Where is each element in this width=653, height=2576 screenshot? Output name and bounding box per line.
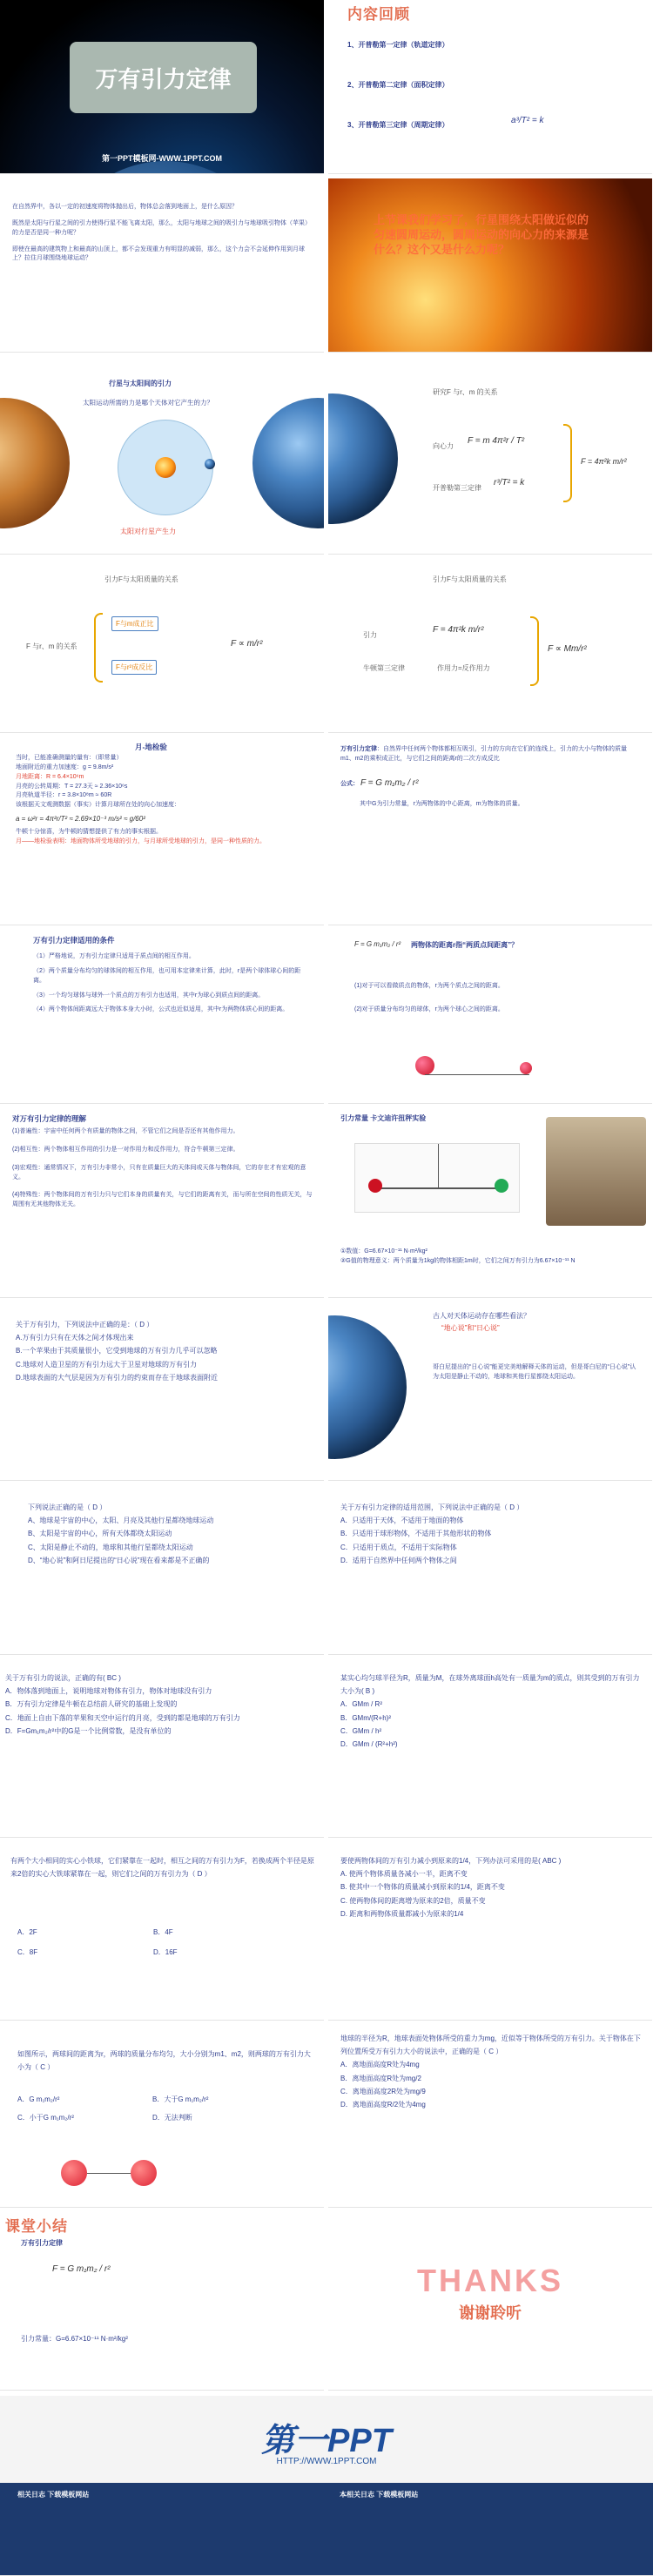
footer-url[interactable]: HTTP://WWW.1PPT.COM — [276, 2457, 377, 2466]
law-formula: F = G m₁m₂ / r² — [360, 777, 419, 788]
distance-line — [425, 1074, 529, 1075]
slide-sun[interactable] — [328, 178, 652, 353]
portrait-image — [546, 1117, 646, 1226]
newton3-text: 作用力=反作用力 — [437, 664, 490, 672]
slide-review[interactable] — [328, 0, 652, 174]
understanding-item: (2)相互性：两个物体相互作用的引力是一对作用力和反作用力，符合牛顿第三定律。 — [12, 1146, 239, 1153]
quiz-question: 关于万有引力的说法，正确的有( BC ) — [5, 1674, 121, 1682]
planet-icon — [205, 459, 215, 469]
quiz-option: A. 使两个物体质量各减小一半，距离不变 — [340, 1870, 468, 1879]
brace — [94, 613, 103, 683]
slide-quiz-6[interactable] — [0, 1842, 324, 2021]
quiz-option: C. 使两物体间的距离增为原来的2倍，质量不变 — [340, 1896, 486, 1905]
quiz-option: A．物体落到地面上，说明地球对物体有引力，物体对地球没有引力 — [5, 1687, 212, 1696]
footer-col1: 相关日志 下载模板网站 — [17, 2491, 90, 2499]
torsion-balance-diagram — [354, 1143, 520, 1213]
formula-label: 公式： — [340, 780, 359, 787]
cavendish-title: 引力常量 卡文迪许扭秤实验 — [340, 1114, 427, 1122]
slide-moon-earth-test[interactable] — [0, 738, 324, 925]
kepler3-formula: r³/T² = k — [494, 478, 525, 488]
quiz-option: B．GMm/(R+h)² — [340, 1713, 391, 1722]
distance-head: 两物体的距离r指“两质点间距离”？ — [411, 941, 519, 949]
question-3: 即使在最高的建筑物上和最高的山顶上，都不会发现重力有明显的减弱，那么，这个力会不会延伸作用到月球上？拉住月球围绕地球运动？ — [12, 245, 305, 262]
relation-result: F ∝ Mm/r² — [548, 644, 587, 654]
footer-banner[interactable] — [0, 2396, 653, 2576]
venus-image — [0, 398, 70, 528]
earth-image — [328, 393, 398, 524]
slide-quiz-4[interactable] — [0, 1659, 324, 1838]
test-equation: a = ω²r = 4π²r/T² ≈ 2.69×10⁻³ m/s² ≈ g/60² — [16, 815, 145, 824]
quiz-option: D.地球表面的大气层是因为万有引力的约束而存在于地球表面附近 — [16, 1373, 218, 1382]
quiz-option: C.地球对人造卫星的万有引力远大于卫星对地球的万有引力 — [16, 1360, 197, 1369]
conditions-title: 万有引力定律适用的条件 — [33, 936, 115, 945]
quiz-option: B．4F — [153, 1928, 173, 1936]
quiz-option: D、“地心说”和阿日尼提出的“日心说”现在看来都是不正确的 — [28, 1556, 210, 1564]
understanding-item: (4)特殊性：两个物体间的万有引力只与它们本身的质量有关，与它们的距离有关，而与所在空间的性质无关，与周围有无其他物体无关。 — [12, 1192, 313, 1208]
test-line: 牛顿十分惊喜，为牛顿的猜想提供了有力的事实根据。 — [16, 829, 162, 836]
quiz-option: A.万有引力只有在天体之间才体现出来 — [16, 1334, 134, 1342]
sphere-m2 — [520, 1062, 532, 1074]
kepler-formula: a³/T² = k — [511, 116, 544, 125]
sphere-m1 — [415, 1056, 434, 1075]
brace — [530, 616, 539, 686]
quiz-option: B．离地面高度R处为mg/2 — [340, 2074, 421, 2082]
sun-planet-question: 太阳运动所需的力是哪个天体对它产生的力？ — [83, 399, 213, 407]
quiz-option: D．无法判断 — [152, 2114, 192, 2122]
kepler-law-1: 1、开普勒第一定律（轨道定律） — [347, 41, 449, 49]
quiz-question: 有两个大小相同的实心小铁球，它们紧靠在一起时，相互之间的万有引力为F，若换成两个半径是原来2倍的实心大铁球紧靠在一起，则它们之间的万有引力为（ D ） — [10, 1857, 314, 1879]
slide-distance[interactable] — [328, 930, 652, 1104]
slide-conditions[interactable] — [0, 930, 324, 1104]
quiz-question: 地球的半径为R，地球表面处物体所受的重力为mg，近似等于物体所受的万有引力。关于物体在下列位置所受万有引力大小的说法中，正确的是（ C ） — [340, 2035, 641, 2056]
quiz-option: B. 使其中一个物体的质量减小到原来的1/4，距离不变 — [340, 1883, 505, 1892]
g-value: ①数值：G=6.67×10⁻¹¹ N·m²/kg² — [340, 1248, 427, 1254]
slide-f-M[interactable] — [328, 559, 652, 733]
newton3-label: 牛顿第三定律 — [363, 664, 405, 672]
slide-understanding[interactable] — [0, 1108, 324, 1298]
test-title: 月-地检验 — [135, 743, 167, 751]
test-line: 月——地检验表明：地面物体所受地球的引力，与月球所受地球的引力，是同一种性质的力。 — [16, 838, 266, 845]
sphere-m1 — [61, 2160, 87, 2186]
slide-cover[interactable] — [0, 0, 324, 174]
sphere-m2 — [131, 2160, 157, 2186]
quiz-question: 下列说法正确的是（ D ） — [28, 1503, 107, 1511]
inverse-r2-box: F与r²成反比 — [111, 660, 157, 675]
relation-result: F ∝ m/r² — [231, 639, 263, 649]
relation-label: F 与r、m 的关系 — [26, 642, 77, 650]
condition-item: （1）严格地说，万有引力定律只适用于质点间的相互作用。 — [33, 953, 195, 959]
slide-cavendish[interactable] — [328, 1108, 652, 1298]
law-head: 万有引力定律 — [340, 746, 377, 752]
quiz-option: C．只适用于质点，不适用于实际物体 — [340, 1543, 457, 1551]
force-label: 引力 — [363, 631, 377, 639]
test-line: 该根据天文观测数据（事实）计算月球所在处的向心加速度： — [16, 802, 180, 809]
quiz-question: 要使两物体间的万有引力减小到原来的1/4，下列办法可采用的是( ABC ) — [340, 1857, 562, 1865]
question-2: 既然是太阳与行星之间的引力使得行星不能飞离太阳，那么，太阳与地球之间的吸引力与地球吸引物体（苹果）的力是否是同一种力呢？ — [12, 219, 311, 236]
sun-planet-title: 行星与太阳间的引力 — [109, 380, 172, 387]
quiz-option: A．2F — [17, 1928, 37, 1936]
sun-planet-caption: 太阳对行星产生力 — [120, 528, 176, 535]
quiz-option: A．G m₁m₂/r² — [17, 2095, 60, 2103]
quiz-option: C．小于G m₁m₂/r² — [17, 2114, 74, 2122]
geo-answer: “地心说”和“日心说” — [441, 1324, 500, 1332]
distance-formula: F = G m₁m₂ / r² — [354, 940, 401, 948]
quiz-question: 如图所示，两球间的距离为r，两球的质量分布均匀，大小分别为m1、m2，则两球的万有引力大小为（ C ） — [17, 2050, 311, 2072]
kepler-law-3: 3、开普勒第三定律（周期定律） — [347, 121, 449, 129]
test-line: 地面附近的重力加速度：g = 9.8m/s² — [16, 763, 114, 770]
quiz-option: B、太阳是宇宙的中心，所有天体都绕太阳运动 — [28, 1530, 172, 1538]
quiz-question: 某实心均匀球半径为R，质量为M，在球外离球面h高处有一质量为m的质点，则其受到的万有引力大小为( B ) — [340, 1674, 640, 1696]
proportional-m-box: F与m成正比 — [111, 616, 158, 631]
slide-thanks[interactable] — [328, 2212, 652, 2391]
review-header: 内容回顾 — [347, 6, 410, 23]
centripetal-label: 向心力 — [433, 442, 454, 450]
slide-quiz-2[interactable] — [0, 1485, 324, 1655]
summary-formula: F = G m₁m₂ / r² — [52, 2264, 111, 2274]
quiz-option: C．地面上自由下落的苹果和天空中运行的月亮，受到的都是地球的万有引力 — [5, 1713, 240, 1722]
earth-image — [252, 398, 324, 528]
cover-title: 万有引力定律 — [70, 42, 257, 113]
summary-g: 引力常量：G=6.67×10⁻¹¹ N·m²/kg² — [21, 2335, 128, 2343]
quiz-option: C．GMm / h² — [340, 1726, 382, 1735]
slide-law[interactable]: 万有引力定律：自然界中任何两个物体都相互吸引，引力的方向在它们的连线上，引力的大小与物体的质量m1、m2的乘积成正比，与它们之间的距离r的二次方成反比 公式： F = G m₁m₂ / r² 其中G为引力常量，r为两物体的中心距离，m为物体的质量。 — [328, 738, 652, 925]
quiz-option: A．只适用于天体，不适用于地面的物体 — [340, 1517, 464, 1525]
understanding-item: (3)宏观性：通常情况下，万有引力非常小，只有在质量巨大的天体间或天体与物体间，它的存在才有宏观的意义。 — [12, 1164, 306, 1180]
cover-site: 第一PPT模板网-WWW.1PPT.COM — [102, 154, 222, 163]
quiz-option: C、太阳是静止不动的，地球和其他行星都绕太阳运动 — [28, 1543, 193, 1551]
footer-logo: 第一PPT — [261, 2423, 392, 2459]
test-line: 月亮轨道半径：r = 3.8×10⁸m ≈ 60R — [16, 792, 112, 799]
footer-col2: 本相关日志 下载模板网站 — [340, 2491, 419, 2499]
quiz-option: D．适用于自然界中任何两个物体之间 — [340, 1556, 457, 1564]
condition-item: （4）两个物体间距离远大于物体本身大小时，公式也近似适用，其中r为两物体质心间的距离。 — [33, 1006, 289, 1013]
quiz-option: C．8F — [17, 1948, 38, 1956]
quiz-option: D．16F — [153, 1948, 178, 1956]
quiz-option: D．离地面高度R/2处为4mg — [340, 2100, 426, 2109]
geo-paragraph: 哥白尼提出的“日心说”能更完美地解释天体的运动，但是哥白尼的“日心说”认为太阳是静止不动的，地球和其他行星都绕太阳运动。 — [433, 1364, 636, 1380]
slide-quiz-8[interactable] — [0, 2025, 324, 2208]
brace — [563, 424, 572, 502]
condition-item: （3）一个均匀球体与球外一个质点的万有引力也适用，其中r为球心到质点间的距离。 — [33, 992, 265, 999]
quiz-option: B．万有引力定律是牛顿在总结前人研究的基础上发现的 — [5, 1700, 178, 1709]
slide-quiz-1[interactable] — [0, 1302, 324, 1481]
quiz-option: D．F=Gm₁m₂/r²中的G是一个比例常数，是没有单位的 — [5, 1726, 172, 1735]
quiz-option: D．GMm / (R²+h²) — [340, 1739, 398, 1748]
distance-b: (2)对于质量分布均匀的球体，r为两个球心之间的距离。 — [354, 1006, 504, 1012]
slide-summary[interactable] — [0, 2212, 324, 2391]
slide-questions[interactable] — [0, 178, 324, 353]
slide-quiz-9[interactable] — [328, 2025, 652, 2208]
quiz-option: B．只适用于球形物体，不适用于其他形状的物体 — [340, 1530, 492, 1538]
section-title: 引力F与太阳质量的关系 — [104, 575, 178, 583]
quiz-option: B．大于G m₁m₂/r² — [152, 2095, 209, 2103]
test-line: 月亮的公转周期：T = 27.3天 ≈ 2.36×10⁶s — [16, 783, 128, 790]
summary-law: 万有引力定律 — [21, 2239, 63, 2247]
sun-icon — [155, 457, 176, 478]
condition-item: （2）两个质量分布均匀的球体间的相互作用，也可用本定律来计算，此时，r是两个球体球心间的距离。 — [33, 967, 301, 984]
relation-head: 研究F 与r、m 的关系 — [433, 388, 498, 396]
law-body: 自然界中任何两个物体都相互吸引，引力的方向在它们的连线上，引力的大小与物体的质量m1、m2的乘积成正比，与它们之间的距离r的二次方成反比 — [340, 746, 627, 762]
quiz-option: A．GMm / R² — [340, 1700, 382, 1709]
quiz-option: A．离地面高度R处为4mg — [340, 2061, 420, 2069]
quiz-question: 关于万有引力定律的适用范围，下列说法中正确的是（ D ） — [340, 1503, 524, 1511]
thanks-subtitle: 谢谢聆听 — [459, 2304, 522, 2322]
summary-header: 课堂小结 — [5, 2218, 68, 2235]
understanding-title: 对万有引力定律的理解 — [12, 1114, 87, 1123]
slide-quiz-7[interactable] — [328, 1842, 652, 2021]
force-formula: F = 4π²k m/r² — [433, 625, 484, 635]
distance-a: (1)对于可以看做质点的物体，r为两个质点之间的距离。 — [354, 983, 504, 989]
question-1: 在自然界中，各以一定的初速度将物体抛出后，物体总会落到地面上，是什么原因？ — [12, 204, 238, 210]
slide-force-relation[interactable] — [328, 372, 652, 555]
quiz-option: A、地球是宇宙的中心，太阳、月亮及其他行星都绕地球运动 — [28, 1517, 214, 1525]
quiz-option: D. 距离和两物体质量都减小为原来的1/4 — [340, 1909, 464, 1918]
slide-geocentric[interactable] — [328, 1302, 652, 1481]
slide-f-m-r[interactable] — [0, 559, 324, 733]
geo-question: 古人对天体运动存在哪些看法？ — [433, 1312, 530, 1320]
g-meaning: ②G值的物理意义：两个质量为1kg的物体相距1m时，它们之间万有引力为6.67×10⁻¹¹ N — [340, 1257, 576, 1264]
understanding-item: (1)普遍性：宇宙中任何两个有质量的物体之间，不管它们之间是否还有其他作用力。 — [12, 1128, 239, 1134]
derived-formula: F = 4π²k m/r² — [581, 457, 627, 466]
section-title: 引力F与太阳质量的关系 — [433, 575, 507, 583]
footer-links — [0, 2483, 653, 2576]
test-line: 当时，已能准确测量的量有：（即常量） — [16, 755, 123, 761]
kepler3-label: 开普勒第三定律 — [433, 484, 481, 492]
thanks-text: THANKS — [417, 2263, 563, 2298]
quiz-option: C．离地面高度2R处为mg/9 — [340, 2087, 426, 2095]
law-note: 其中G为引力常量，r为两物体的中心距离，m为物体的质量。 — [360, 801, 524, 808]
quiz-option: B.一个苹果由于其质量很小，它受到地球的万有引力几乎可以忽略 — [16, 1347, 218, 1355]
slide-quiz-3[interactable] — [328, 1485, 652, 1655]
sun-question: 上节课我们学习了，行星围绕太阳做近似的匀速圆周运动，圆周运动的向心力的来源是什么？这个又是什么力呢？ — [374, 213, 589, 256]
slide-quiz-5[interactable] — [328, 1659, 652, 1838]
kepler-law-2: 2、开普勒第二定律（面积定律） — [347, 81, 449, 89]
quiz-question: 关于万有引力，下列说法中正确的是：（ D ） — [16, 1321, 154, 1328]
slide-sun-planet[interactable] — [0, 372, 324, 555]
centripetal-formula: F = m 4π²r / T² — [468, 436, 525, 446]
test-line: 月地距离：R = 6.4×10⁶m — [16, 773, 84, 780]
earth-image — [328, 1315, 407, 1459]
